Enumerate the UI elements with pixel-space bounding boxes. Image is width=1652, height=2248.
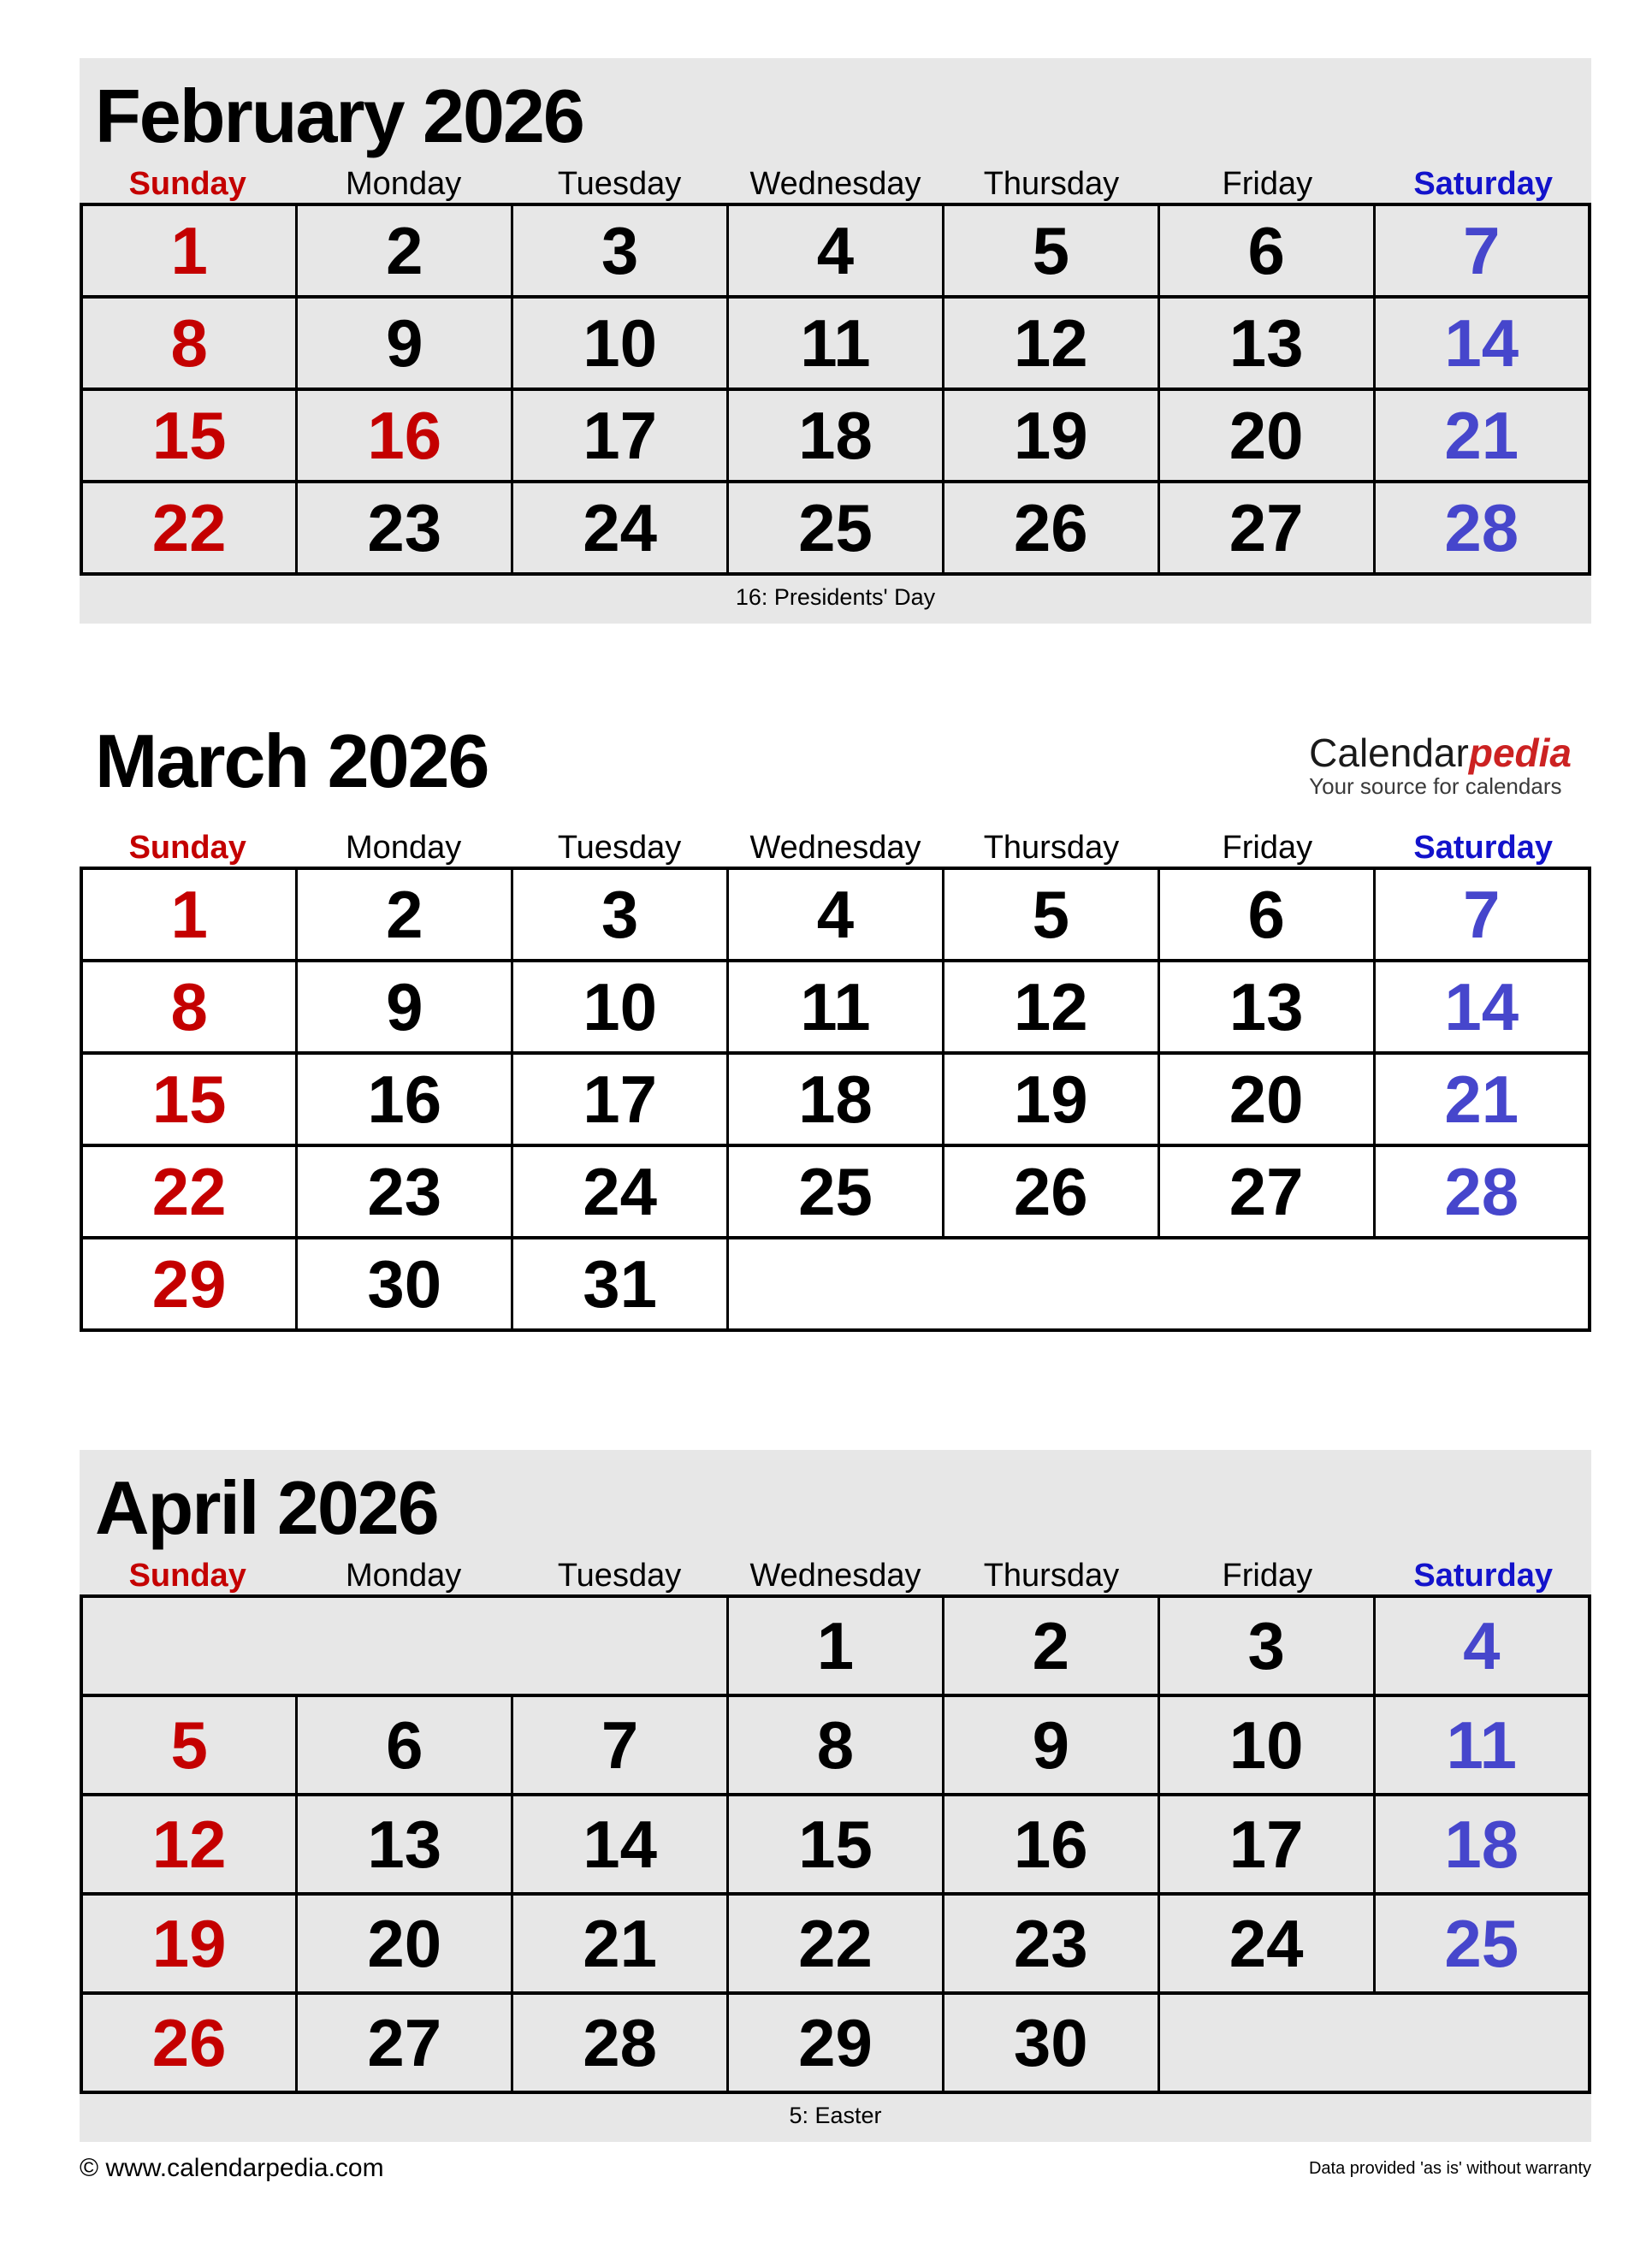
logo-text-red: pedia xyxy=(1468,731,1572,775)
day-cell-30: 30 xyxy=(297,1238,512,1330)
week-row xyxy=(81,1695,1590,1795)
day-cell-14: 14 xyxy=(1374,297,1590,389)
calendar-page xyxy=(80,58,1591,2183)
day-cell-21: 21 xyxy=(1374,389,1590,482)
week-row xyxy=(81,1596,1590,1695)
day-cell-2: 2 xyxy=(297,204,512,297)
calendar-grid-april xyxy=(80,1594,1591,2094)
day-cell-10: 10 xyxy=(512,961,728,1053)
day-cell-22: 22 xyxy=(81,482,297,574)
day-cell-11: 11 xyxy=(1374,1695,1590,1795)
day-cell-16: 16 xyxy=(297,1053,512,1145)
weekday-label-tuesday: Tuesday xyxy=(557,830,682,866)
day-cell-25: 25 xyxy=(728,482,944,574)
logo-wordmark xyxy=(1309,732,1572,773)
weekday-label-friday: Friday xyxy=(1222,1558,1313,1594)
day-cell-19: 19 xyxy=(943,389,1158,482)
weekday-label-saturday: Saturday xyxy=(1413,830,1554,866)
day-cell-24: 24 xyxy=(1158,1894,1374,1993)
empty-cell xyxy=(81,1596,728,1695)
day-cell-23: 23 xyxy=(943,1894,1158,1993)
day-cell-31: 31 xyxy=(512,1238,728,1330)
week-row xyxy=(81,868,1590,961)
day-cell-20: 20 xyxy=(1158,389,1374,482)
day-cell-20: 20 xyxy=(1158,1053,1374,1145)
day-cell-28: 28 xyxy=(1374,1145,1590,1238)
weekday-label-monday: Monday xyxy=(346,1558,462,1594)
day-cell-17: 17 xyxy=(512,389,728,482)
day-cell-25: 25 xyxy=(1374,1894,1590,1993)
day-cell-1: 1 xyxy=(81,204,297,297)
empty-cell xyxy=(1158,1993,1590,2092)
holiday-note-april: 5: Easter xyxy=(789,2103,882,2128)
day-cell-7: 7 xyxy=(512,1695,728,1795)
page-footer xyxy=(80,2154,1591,2183)
day-cell-15: 15 xyxy=(728,1795,944,1894)
day-cell-14: 14 xyxy=(1374,961,1590,1053)
month-title-march: March 2026 xyxy=(95,719,488,803)
day-cell-27: 27 xyxy=(297,1993,512,2092)
day-cell-28: 28 xyxy=(1374,482,1590,574)
day-cell-24: 24 xyxy=(512,1145,728,1238)
day-cell-29: 29 xyxy=(81,1238,297,1330)
day-cell-6: 6 xyxy=(1158,868,1374,961)
day-cell-16: 16 xyxy=(297,389,512,482)
month-section-february xyxy=(80,58,1591,624)
day-cell-12: 12 xyxy=(81,1795,297,1894)
disclaimer-text: Data provided 'as is' without warranty xyxy=(1308,2159,1591,2178)
weekday-label-tuesday: Tuesday xyxy=(557,166,682,202)
day-cell-5: 5 xyxy=(943,204,1158,297)
day-cell-16: 16 xyxy=(943,1795,1158,1894)
week-row xyxy=(81,1053,1590,1145)
day-cell-1: 1 xyxy=(728,1596,944,1695)
day-cell-14: 14 xyxy=(512,1795,728,1894)
weekday-label-thursday: Thursday xyxy=(983,1558,1120,1594)
month-section-april xyxy=(80,1450,1591,2142)
day-cell-26: 26 xyxy=(943,1145,1158,1238)
day-cell-13: 13 xyxy=(1158,297,1374,389)
weekday-label-thursday: Thursday xyxy=(983,830,1120,866)
day-cell-9: 9 xyxy=(943,1695,1158,1795)
day-cell-7: 7 xyxy=(1374,204,1590,297)
day-cell-5: 5 xyxy=(81,1695,297,1795)
weekday-header-row xyxy=(80,1557,1591,1594)
day-cell-21: 21 xyxy=(1374,1053,1590,1145)
day-cell-3: 3 xyxy=(1158,1596,1374,1695)
week-row xyxy=(81,1238,1590,1330)
day-cell-17: 17 xyxy=(1158,1795,1374,1894)
copyright-text: © www.calendarpedia.com xyxy=(80,2154,384,2182)
day-cell-8: 8 xyxy=(81,297,297,389)
day-cell-6: 6 xyxy=(297,1695,512,1795)
weekday-header-row xyxy=(80,165,1591,203)
day-cell-19: 19 xyxy=(943,1053,1158,1145)
day-cell-13: 13 xyxy=(297,1795,512,1894)
week-row xyxy=(81,204,1590,297)
day-cell-12: 12 xyxy=(943,961,1158,1053)
day-cell-25: 25 xyxy=(728,1145,944,1238)
weekday-label-saturday: Saturday xyxy=(1413,1558,1554,1594)
week-row xyxy=(81,961,1590,1053)
day-cell-23: 23 xyxy=(297,1145,512,1238)
day-cell-5: 5 xyxy=(943,868,1158,961)
day-cell-26: 26 xyxy=(943,482,1158,574)
week-row xyxy=(81,1145,1590,1238)
month-title-april: April 2026 xyxy=(95,1465,438,1550)
weekday-label-wednesday: Wednesday xyxy=(749,166,921,202)
week-row xyxy=(81,482,1590,574)
week-row xyxy=(81,389,1590,482)
month-section-march xyxy=(80,720,1591,1332)
weekday-label-saturday: Saturday xyxy=(1413,166,1554,202)
week-row xyxy=(81,1795,1590,1894)
day-cell-10: 10 xyxy=(512,297,728,389)
day-cell-29: 29 xyxy=(728,1993,944,2092)
weekday-label-thursday: Thursday xyxy=(983,166,1120,202)
weekday-label-wednesday: Wednesday xyxy=(749,830,921,866)
day-cell-24: 24 xyxy=(512,482,728,574)
week-row xyxy=(81,297,1590,389)
weekday-label-friday: Friday xyxy=(1222,166,1313,202)
weekday-label-tuesday: Tuesday xyxy=(557,1558,682,1594)
day-cell-8: 8 xyxy=(728,1695,944,1795)
weekday-label-monday: Monday xyxy=(346,166,462,202)
empty-cell xyxy=(728,1238,1590,1330)
day-cell-15: 15 xyxy=(81,389,297,482)
day-cell-28: 28 xyxy=(512,1993,728,2092)
day-cell-12: 12 xyxy=(943,297,1158,389)
day-cell-1: 1 xyxy=(81,868,297,961)
day-cell-27: 27 xyxy=(1158,482,1374,574)
day-cell-20: 20 xyxy=(297,1894,512,1993)
day-cell-11: 11 xyxy=(728,297,944,389)
day-cell-21: 21 xyxy=(512,1894,728,1993)
holiday-note-february: 16: Presidents' Day xyxy=(735,584,936,610)
day-cell-4: 4 xyxy=(728,204,944,297)
weekday-label-sunday: Sunday xyxy=(128,1558,246,1594)
day-cell-9: 9 xyxy=(297,961,512,1053)
weekday-label-sunday: Sunday xyxy=(128,166,246,202)
march-title-row xyxy=(80,720,1591,807)
day-cell-27: 27 xyxy=(1158,1145,1374,1238)
day-cell-2: 2 xyxy=(943,1596,1158,1695)
day-cell-15: 15 xyxy=(81,1053,297,1145)
day-cell-18: 18 xyxy=(728,1053,944,1145)
day-cell-8: 8 xyxy=(81,961,297,1053)
day-cell-9: 9 xyxy=(297,297,512,389)
weekday-label-friday: Friday xyxy=(1222,830,1313,866)
day-cell-30: 30 xyxy=(943,1993,1158,2092)
day-cell-10: 10 xyxy=(1158,1695,1374,1795)
weekday-header-row xyxy=(80,829,1591,867)
day-cell-18: 18 xyxy=(1374,1795,1590,1894)
month-title-february: February 2026 xyxy=(95,74,583,158)
day-cell-3: 3 xyxy=(512,868,728,961)
calendar-grid-march xyxy=(80,867,1591,1332)
day-cell-23: 23 xyxy=(297,482,512,574)
day-cell-6: 6 xyxy=(1158,204,1374,297)
day-cell-11: 11 xyxy=(728,961,944,1053)
day-cell-3: 3 xyxy=(512,204,728,297)
day-cell-26: 26 xyxy=(81,1993,297,2092)
day-cell-4: 4 xyxy=(728,868,944,961)
day-cell-4: 4 xyxy=(1374,1596,1590,1695)
logo-tagline: Your source for calendars xyxy=(1309,773,1562,799)
logo-text-black: Calendar xyxy=(1309,731,1469,775)
week-row xyxy=(81,1993,1590,2092)
day-cell-18: 18 xyxy=(728,389,944,482)
calendarpedia-logo xyxy=(1309,732,1572,799)
calendar-grid-february xyxy=(80,203,1591,576)
day-cell-7: 7 xyxy=(1374,868,1590,961)
weekday-label-monday: Monday xyxy=(346,830,462,866)
day-cell-22: 22 xyxy=(81,1145,297,1238)
day-cell-13: 13 xyxy=(1158,961,1374,1053)
day-cell-17: 17 xyxy=(512,1053,728,1145)
weekday-label-sunday: Sunday xyxy=(128,830,246,866)
week-row xyxy=(81,1894,1590,1993)
weekday-label-wednesday: Wednesday xyxy=(749,1558,921,1594)
day-cell-22: 22 xyxy=(728,1894,944,1993)
day-cell-2: 2 xyxy=(297,868,512,961)
day-cell-19: 19 xyxy=(81,1894,297,1993)
